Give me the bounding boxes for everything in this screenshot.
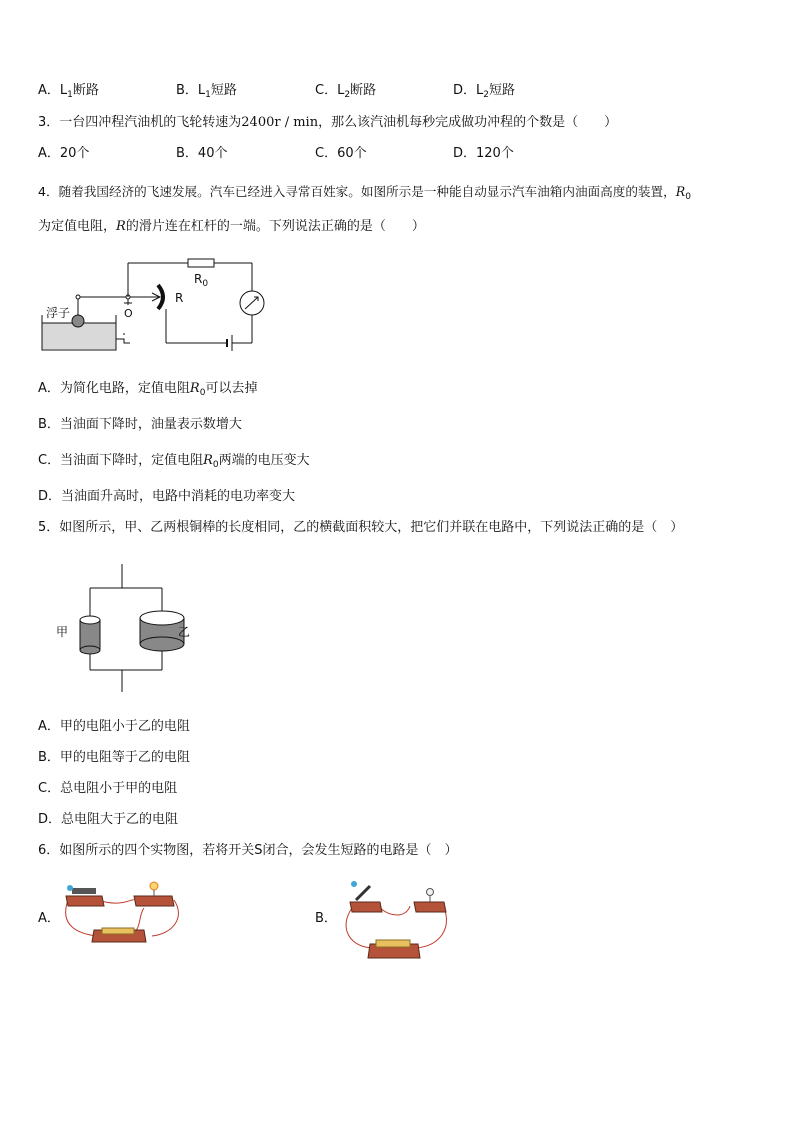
- q5-option-b: B．甲的电阻等于乙的电阻: [38, 750, 190, 765]
- q5-option-a: A．甲的电阻小于乙的电阻: [38, 719, 190, 734]
- q3-stem: 3．一台四冲程汽油机的飞轮转速为2400r / min，那么该汽油机每秒完成做功冲程的个数是（ ）: [38, 115, 618, 130]
- q4-stem-line1: 4．随着我国经济的飞速发展。汽车已经进入寻常百姓家。如图所示是一种能自动显示汽车油箱内油面高度的装置，$R_0$: [38, 184, 691, 202]
- bulb: [150, 882, 158, 890]
- q2-option-c: C．$L_2$断路: [315, 83, 377, 100]
- q3-option-c: C．60个: [315, 146, 367, 161]
- switch-board: [66, 896, 104, 906]
- bulb-board: [134, 896, 174, 906]
- q2-option-d: D．$L_2$短路: [453, 83, 516, 100]
- resistor-R0: [188, 259, 214, 267]
- q3-option-b: B．40个: [176, 146, 228, 161]
- q4-stem-line2: 为定值电阻，R的滑片连在杠杆的一端。下列说法正确的是（ ）: [38, 219, 425, 234]
- q5-option-d: D．总电阻大于乙的电阻: [38, 812, 179, 827]
- q6-stem: 6．如图所示的四个实物图，若将开关S闭合，会发生短路的电路是（ ）: [38, 843, 458, 858]
- q5-stem: 5．如图所示，甲、乙两根铜棒的长度相同，乙的横截面积较大，把它们并联在电路中，下列说法正确的是（ ）: [38, 520, 684, 535]
- q4-option-a: A．为简化电路，定值电阻$R_0$可以去掉: [38, 381, 258, 398]
- copper-rod-jia: [80, 616, 100, 654]
- r0-label: $R_0$: [194, 272, 209, 289]
- label-jia: 甲: [56, 625, 69, 639]
- float-ball: [72, 315, 84, 327]
- q6-circuit-a: [62, 878, 192, 950]
- r-label: R: [175, 291, 184, 305]
- q6-circuit-b: [340, 878, 455, 964]
- q2-option-b: B．$L_1$短路: [176, 83, 237, 100]
- bulb: [427, 889, 434, 896]
- bulb-board: [414, 902, 446, 912]
- q4-option-c: C．当油面下降时，定值电阻$R_0$两端的电压变大: [38, 453, 310, 470]
- float-label: 浮子: [46, 306, 71, 320]
- q6-label-b: B．: [315, 911, 337, 926]
- q6-label-a: A．: [38, 911, 60, 926]
- q2-option-a: A．$L_1$断路: [38, 83, 99, 100]
- label-yi: 乙: [178, 625, 191, 639]
- q5-parallel-figure: [54, 562, 204, 694]
- q3-option-d: D．120个: [453, 146, 514, 161]
- q5-option-c: C．总电阻小于甲的电阻: [38, 781, 178, 796]
- switch-board: [350, 902, 382, 912]
- q4-option-b: B．当油面下降时，油量表示数增大: [38, 417, 242, 432]
- pivot-label: O: [124, 307, 133, 320]
- q4-option-d: D．当油面升高时，电路中消耗的电功率变大: [38, 489, 296, 504]
- q4-circuit-figure: [40, 255, 270, 355]
- q3-option-a: A．20个: [38, 146, 90, 161]
